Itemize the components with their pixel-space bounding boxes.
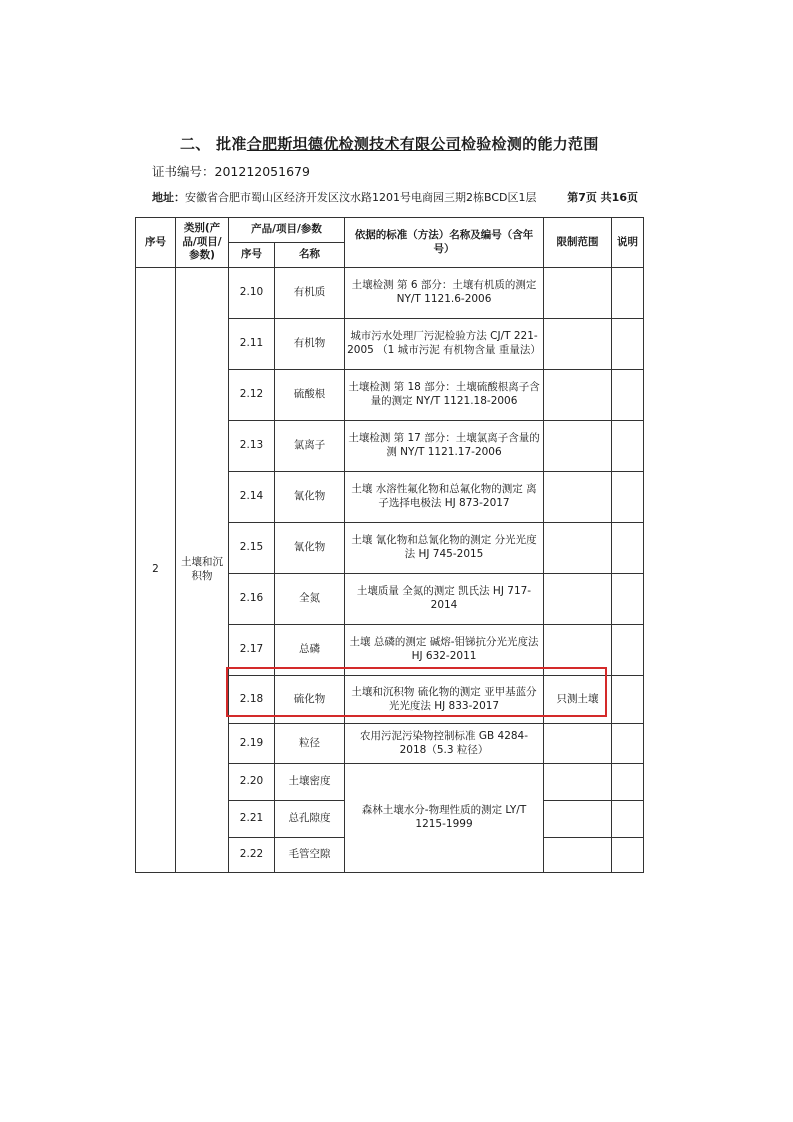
header-standard: 依据的标准（方法）名称及编号（含年号） (345, 218, 544, 268)
row-name: 总磷 (275, 625, 345, 676)
row-no: 2.19 (229, 724, 275, 764)
row-limit (544, 625, 612, 676)
row-name: 硫化物 (275, 676, 345, 724)
row-standard: 城市污水处理厂污泥检验方法 CJ/T 221-2005 （1 城市污泥 有机物含量 重量法） (345, 319, 544, 370)
row-no: 2.21 (229, 801, 275, 838)
row-no: 2.22 (229, 838, 275, 873)
row-name: 硫酸根 (275, 370, 345, 421)
row-name: 总孔隙度 (275, 801, 345, 838)
row-note (612, 838, 644, 873)
row-limit (544, 838, 612, 873)
row-limit (544, 268, 612, 319)
row-standard: 土壤质量 全氮的测定 凯氏法 HJ 717-2014 (345, 574, 544, 625)
row-no: 2.11 (229, 319, 275, 370)
cert-label: 证书编号： (152, 164, 215, 179)
row-standard: 土壤检测 第 18 部分：土壤硫酸根离子含量的测定 NY/T 1121.18-2006 (345, 370, 544, 421)
title-suffix: 检验检测的能力范围 (460, 135, 599, 153)
row-limit: 只测土壤 (544, 676, 612, 724)
header-seq: 序号 (136, 218, 176, 268)
row-limit (544, 801, 612, 838)
row-no: 2.12 (229, 370, 275, 421)
group-seq: 2 (136, 268, 176, 873)
row-name: 氰化物 (275, 472, 345, 523)
header-category: 类别(产品/项目/参数) (176, 218, 229, 268)
row-name: 毛管空隙 (275, 838, 345, 873)
header-sub-name: 名称 (275, 243, 345, 268)
group-category: 土壤和沉积物 (176, 268, 229, 873)
row-standard: 土壤检测 第 6 部分：土壤有机质的测定 NY/T 1121.6-2006 (345, 268, 544, 319)
row-note (612, 574, 644, 625)
row-no: 2.14 (229, 472, 275, 523)
row-no: 2.10 (229, 268, 275, 319)
certificate-number (152, 162, 310, 180)
row-standard: 土壤 氰化物和总氰化物的测定 分光光度法 HJ 745-2015 (345, 523, 544, 574)
row-note (612, 370, 644, 421)
row-no: 2.20 (229, 764, 275, 801)
row-name: 粒径 (275, 724, 345, 764)
address-label: 地址： (152, 191, 185, 204)
row-standard: 土壤 总磷的测定 碱熔-钼锑抗分光光度法 HJ 632-2011 (345, 625, 544, 676)
row-limit (544, 370, 612, 421)
table-row (136, 268, 644, 319)
header-sub-seq: 序号 (229, 243, 275, 268)
row-name: 氯离子 (275, 421, 345, 472)
header-product-group: 产品/项目/参数 (229, 218, 345, 243)
row-standard: 土壤检测 第 17 部分：土壤氯离子含量的测 NY/T 1121.17-2006 (345, 421, 544, 472)
header-limit: 限制范围 (544, 218, 612, 268)
row-name: 有机物 (275, 319, 345, 370)
page-info: 第7页 共16页 (567, 191, 638, 204)
row-note (612, 472, 644, 523)
row-limit (544, 319, 612, 370)
row-limit (544, 421, 612, 472)
row-note (612, 801, 644, 838)
row-name: 全氮 (275, 574, 345, 625)
header-row-1 (136, 218, 644, 243)
row-no: 2.17 (229, 625, 275, 676)
row-no: 2.18 (229, 676, 275, 724)
row-limit (544, 472, 612, 523)
row-limit (544, 764, 612, 801)
address-value: 安徽省合肥市蜀山区经济开发区汶水路1201号电商园三期2栋BCD区1层 (185, 191, 537, 204)
row-note (612, 676, 644, 724)
organization-name: 合肥斯坦德优检测技术有限公司 (246, 135, 461, 153)
row-standard: 土壤和沉积物 硫化物的测定 亚甲基蓝分光光度法 HJ 833-2017 (345, 676, 544, 724)
row-note (612, 319, 644, 370)
row-name: 有机质 (275, 268, 345, 319)
row-note (612, 268, 644, 319)
page-title (180, 133, 599, 154)
title-prefix: 二、 批准 (180, 135, 247, 153)
scope-table (135, 217, 644, 873)
row-name: 氰化物 (275, 523, 345, 574)
row-note (612, 523, 644, 574)
row-standard: 土壤 水溶性氟化物和总氟化物的测定 离子选择电极法 HJ 873-2017 (345, 472, 544, 523)
cert-value: 201212051679 (214, 164, 310, 179)
row-note (612, 724, 644, 764)
row-note (612, 764, 644, 801)
row-limit (544, 724, 612, 764)
address-row (152, 189, 638, 205)
header-note: 说明 (612, 218, 644, 268)
row-limit (544, 523, 612, 574)
row-no: 2.16 (229, 574, 275, 625)
row-no: 2.15 (229, 523, 275, 574)
row-name: 土壤密度 (275, 764, 345, 801)
row-standard: 农用污泥污染物控制标准 GB 4284-2018（5.3 粒径） (345, 724, 544, 764)
row-limit (544, 574, 612, 625)
row-standard-merged: 森林土壤水分-物理性质的测定 LY/T 1215-1999 (345, 764, 544, 873)
row-note (612, 421, 644, 472)
row-note (612, 625, 644, 676)
row-no: 2.13 (229, 421, 275, 472)
